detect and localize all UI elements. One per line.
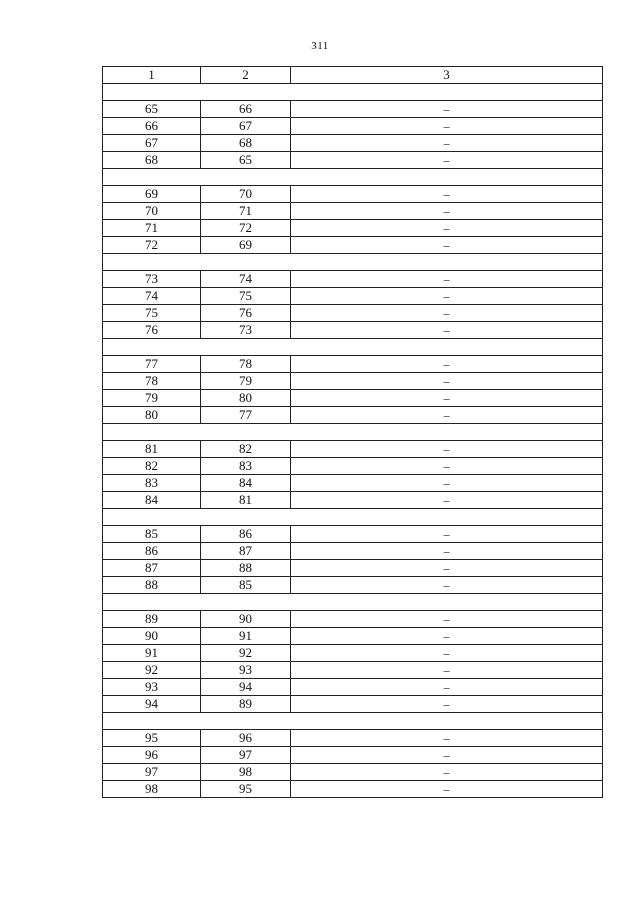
cell-value: 98 bbox=[145, 781, 158, 796]
cell-value: 72 bbox=[145, 237, 158, 252]
cell-value: 96 bbox=[239, 730, 252, 745]
dash-value: – bbox=[443, 731, 450, 745]
dash-cell bbox=[291, 271, 603, 288]
number-cell bbox=[103, 305, 201, 322]
separator-cell bbox=[103, 339, 603, 356]
cell-value: 89 bbox=[239, 696, 252, 711]
dash-cell bbox=[291, 118, 603, 135]
number-cell bbox=[201, 322, 291, 339]
table-row bbox=[103, 407, 603, 424]
cell-value: 84 bbox=[145, 492, 158, 507]
cell-value: 94 bbox=[145, 696, 158, 711]
table-row bbox=[103, 322, 603, 339]
number-cell bbox=[201, 645, 291, 662]
dash-value: – bbox=[443, 680, 450, 694]
number-cell bbox=[201, 101, 291, 118]
dash-value: – bbox=[443, 765, 450, 779]
dash-value: – bbox=[443, 527, 450, 541]
table-row bbox=[103, 305, 603, 322]
group-separator-row bbox=[103, 509, 603, 526]
number-cell bbox=[103, 288, 201, 305]
cell-value: 65 bbox=[145, 101, 158, 116]
number-cell bbox=[103, 390, 201, 407]
cell-value: 74 bbox=[145, 288, 158, 303]
number-cell bbox=[201, 288, 291, 305]
dash-cell bbox=[291, 186, 603, 203]
cell-value: 86 bbox=[239, 526, 252, 541]
dash-value: – bbox=[443, 782, 450, 796]
dash-value: – bbox=[443, 187, 450, 201]
table-row bbox=[103, 152, 603, 169]
cell-value: 87 bbox=[145, 560, 158, 575]
cell-value: 80 bbox=[145, 407, 158, 422]
table-row bbox=[103, 458, 603, 475]
number-cell bbox=[103, 764, 201, 781]
dash-cell bbox=[291, 730, 603, 747]
separator-cell bbox=[103, 169, 603, 186]
dash-cell bbox=[291, 101, 603, 118]
dash-cell bbox=[291, 628, 603, 645]
cell-value: 71 bbox=[239, 203, 252, 218]
cell-value: 92 bbox=[239, 645, 252, 660]
table-row bbox=[103, 543, 603, 560]
table-row bbox=[103, 747, 603, 764]
cell-value: 81 bbox=[145, 441, 158, 456]
table-row bbox=[103, 475, 603, 492]
number-cell bbox=[201, 475, 291, 492]
cell-value: 70 bbox=[239, 186, 252, 201]
dash-value: – bbox=[443, 238, 450, 252]
dash-cell bbox=[291, 220, 603, 237]
cell-value: 75 bbox=[145, 305, 158, 320]
dash-value: – bbox=[443, 153, 450, 167]
cell-value: 83 bbox=[239, 458, 252, 473]
cell-value: 85 bbox=[145, 526, 158, 541]
cell-value: 68 bbox=[239, 135, 252, 150]
cell-value: 88 bbox=[145, 577, 158, 592]
cell-value: 91 bbox=[239, 628, 252, 643]
number-cell bbox=[201, 441, 291, 458]
cell-value: 78 bbox=[145, 373, 158, 388]
table-row bbox=[103, 390, 603, 407]
dash-cell bbox=[291, 764, 603, 781]
table-row bbox=[103, 645, 603, 662]
column-header: 2 bbox=[201, 67, 291, 84]
number-cell bbox=[103, 407, 201, 424]
dash-value: – bbox=[443, 136, 450, 150]
number-cell bbox=[103, 560, 201, 577]
number-cell bbox=[103, 237, 201, 254]
cell-value: 91 bbox=[145, 645, 158, 660]
dash-cell bbox=[291, 526, 603, 543]
cell-value: 87 bbox=[239, 543, 252, 558]
group-separator-row bbox=[103, 713, 603, 730]
number-cell bbox=[103, 322, 201, 339]
dash-cell bbox=[291, 662, 603, 679]
separator-cell bbox=[103, 84, 603, 101]
table-row bbox=[103, 560, 603, 577]
number-cell bbox=[201, 118, 291, 135]
cell-value: 66 bbox=[239, 101, 252, 116]
table-row bbox=[103, 781, 603, 798]
separator-cell bbox=[103, 424, 603, 441]
cell-value: 77 bbox=[239, 407, 252, 422]
number-cell bbox=[103, 679, 201, 696]
table-row bbox=[103, 220, 603, 237]
dash-cell bbox=[291, 611, 603, 628]
table-row bbox=[103, 373, 603, 390]
dash-cell bbox=[291, 543, 603, 560]
number-cell bbox=[201, 543, 291, 560]
dash-cell bbox=[291, 492, 603, 509]
dash-cell bbox=[291, 203, 603, 220]
separator-cell bbox=[103, 254, 603, 271]
cell-value: 73 bbox=[145, 271, 158, 286]
table-row bbox=[103, 135, 603, 152]
dash-cell bbox=[291, 237, 603, 254]
number-cell bbox=[201, 271, 291, 288]
data-table bbox=[102, 66, 603, 798]
group-separator-row bbox=[103, 339, 603, 356]
cell-value: 80 bbox=[239, 390, 252, 405]
number-cell bbox=[103, 781, 201, 798]
table-row bbox=[103, 679, 603, 696]
cell-value: 72 bbox=[239, 220, 252, 235]
cell-value: 84 bbox=[239, 475, 252, 490]
number-cell bbox=[103, 373, 201, 390]
dash-cell bbox=[291, 747, 603, 764]
dash-cell bbox=[291, 645, 603, 662]
number-cell bbox=[103, 747, 201, 764]
number-cell bbox=[201, 305, 291, 322]
dash-value: – bbox=[443, 204, 450, 218]
column-header: 1 bbox=[103, 67, 201, 84]
cell-value: 98 bbox=[239, 764, 252, 779]
cell-value: 93 bbox=[239, 662, 252, 677]
cell-value: 90 bbox=[145, 628, 158, 643]
table-row bbox=[103, 526, 603, 543]
cell-value: 94 bbox=[239, 679, 252, 694]
number-cell bbox=[201, 203, 291, 220]
table-header-row bbox=[103, 67, 603, 84]
number-cell bbox=[201, 611, 291, 628]
cell-value: 76 bbox=[145, 322, 158, 337]
cell-value: 67 bbox=[145, 135, 158, 150]
number-cell bbox=[103, 441, 201, 458]
number-cell bbox=[103, 220, 201, 237]
cell-value: 71 bbox=[145, 220, 158, 235]
cell-value: 69 bbox=[145, 186, 158, 201]
cell-value: 85 bbox=[239, 577, 252, 592]
dash-cell bbox=[291, 679, 603, 696]
number-cell bbox=[103, 118, 201, 135]
cell-value: 92 bbox=[145, 662, 158, 677]
group-separator-row bbox=[103, 169, 603, 186]
dash-value: – bbox=[443, 374, 450, 388]
cell-value: 73 bbox=[239, 322, 252, 337]
number-cell bbox=[103, 152, 201, 169]
dash-value: – bbox=[443, 442, 450, 456]
dash-cell bbox=[291, 560, 603, 577]
dash-value: – bbox=[443, 646, 450, 660]
table-row bbox=[103, 628, 603, 645]
cell-value: 68 bbox=[145, 152, 158, 167]
cell-value: 93 bbox=[145, 679, 158, 694]
cell-value: 96 bbox=[145, 747, 158, 762]
dash-cell bbox=[291, 288, 603, 305]
number-cell bbox=[103, 101, 201, 118]
table-row bbox=[103, 203, 603, 220]
number-cell bbox=[103, 271, 201, 288]
cell-value: 88 bbox=[239, 560, 252, 575]
dash-value: – bbox=[443, 221, 450, 235]
number-cell bbox=[103, 203, 201, 220]
number-cell bbox=[103, 135, 201, 152]
dash-value: – bbox=[443, 697, 450, 711]
cell-value: 76 bbox=[239, 305, 252, 320]
number-cell bbox=[201, 220, 291, 237]
dash-value: – bbox=[443, 272, 450, 286]
dash-value: – bbox=[443, 391, 450, 405]
number-cell bbox=[201, 730, 291, 747]
dash-cell bbox=[291, 135, 603, 152]
table-row bbox=[103, 662, 603, 679]
cell-value: 67 bbox=[239, 118, 252, 133]
dash-value: – bbox=[443, 578, 450, 592]
table-row bbox=[103, 577, 603, 594]
cell-value: 95 bbox=[145, 730, 158, 745]
cell-value: 90 bbox=[239, 611, 252, 626]
table-row bbox=[103, 441, 603, 458]
column-header: 3 bbox=[291, 67, 603, 84]
number-cell bbox=[201, 390, 291, 407]
cell-value: 70 bbox=[145, 203, 158, 218]
number-cell bbox=[201, 152, 291, 169]
group-separator-row bbox=[103, 424, 603, 441]
dash-value: – bbox=[443, 289, 450, 303]
group-separator-row bbox=[103, 84, 603, 101]
cell-value: 77 bbox=[145, 356, 158, 371]
dash-value: – bbox=[443, 544, 450, 558]
number-cell bbox=[103, 611, 201, 628]
table-row bbox=[103, 118, 603, 135]
cell-value: 95 bbox=[239, 781, 252, 796]
table-row bbox=[103, 730, 603, 747]
table-row bbox=[103, 611, 603, 628]
number-cell bbox=[201, 628, 291, 645]
number-cell bbox=[201, 781, 291, 798]
dash-cell bbox=[291, 441, 603, 458]
table-row bbox=[103, 237, 603, 254]
dash-cell bbox=[291, 458, 603, 475]
number-cell bbox=[201, 135, 291, 152]
table-row bbox=[103, 492, 603, 509]
dash-cell bbox=[291, 152, 603, 169]
cell-value: 97 bbox=[239, 747, 252, 762]
dash-cell bbox=[291, 696, 603, 713]
cell-value: 81 bbox=[239, 492, 252, 507]
cell-value: 69 bbox=[239, 237, 252, 252]
table-row bbox=[103, 101, 603, 118]
dash-value: – bbox=[443, 459, 450, 473]
dash-value: – bbox=[443, 357, 450, 371]
number-cell bbox=[103, 543, 201, 560]
dash-value: – bbox=[443, 629, 450, 643]
number-cell bbox=[201, 407, 291, 424]
table-row bbox=[103, 764, 603, 781]
number-cell bbox=[201, 679, 291, 696]
dash-value: – bbox=[443, 663, 450, 677]
cell-value: 66 bbox=[145, 118, 158, 133]
cell-value: 75 bbox=[239, 288, 252, 303]
number-cell bbox=[201, 526, 291, 543]
number-cell bbox=[103, 696, 201, 713]
cell-value: 82 bbox=[239, 441, 252, 456]
dash-cell bbox=[291, 305, 603, 322]
number-cell bbox=[201, 492, 291, 509]
dash-cell bbox=[291, 322, 603, 339]
cell-value: 83 bbox=[145, 475, 158, 490]
number-cell bbox=[201, 186, 291, 203]
dash-cell bbox=[291, 577, 603, 594]
number-cell bbox=[103, 186, 201, 203]
cell-value: 86 bbox=[145, 543, 158, 558]
number-cell bbox=[103, 577, 201, 594]
group-separator-row bbox=[103, 594, 603, 611]
group-separator-row bbox=[103, 254, 603, 271]
number-cell bbox=[103, 475, 201, 492]
cell-value: 82 bbox=[145, 458, 158, 473]
cell-value: 89 bbox=[145, 611, 158, 626]
number-cell bbox=[103, 662, 201, 679]
cell-value: 79 bbox=[239, 373, 252, 388]
dash-value: – bbox=[443, 408, 450, 422]
dash-cell bbox=[291, 781, 603, 798]
page-number: 311 bbox=[311, 40, 329, 52]
table-row bbox=[103, 186, 603, 203]
dash-cell bbox=[291, 475, 603, 492]
dash-value: – bbox=[443, 102, 450, 116]
cell-value: 79 bbox=[145, 390, 158, 405]
number-cell bbox=[201, 577, 291, 594]
number-cell bbox=[103, 356, 201, 373]
cell-value: 65 bbox=[239, 152, 252, 167]
number-cell bbox=[103, 492, 201, 509]
table-row bbox=[103, 271, 603, 288]
dash-cell bbox=[291, 373, 603, 390]
separator-cell bbox=[103, 594, 603, 611]
table-row bbox=[103, 356, 603, 373]
dash-value: – bbox=[443, 612, 450, 626]
separator-cell bbox=[103, 713, 603, 730]
dash-cell bbox=[291, 407, 603, 424]
number-cell bbox=[201, 373, 291, 390]
number-cell bbox=[103, 645, 201, 662]
number-cell bbox=[103, 730, 201, 747]
number-cell bbox=[201, 458, 291, 475]
dash-value: – bbox=[443, 323, 450, 337]
cell-value: 78 bbox=[239, 356, 252, 371]
number-cell bbox=[201, 696, 291, 713]
number-cell bbox=[103, 458, 201, 475]
cell-value: 74 bbox=[239, 271, 252, 286]
dash-value: – bbox=[443, 561, 450, 575]
dash-cell bbox=[291, 390, 603, 407]
dash-cell bbox=[291, 356, 603, 373]
number-cell bbox=[201, 237, 291, 254]
table-row bbox=[103, 696, 603, 713]
number-cell bbox=[201, 560, 291, 577]
number-cell bbox=[201, 747, 291, 764]
table-body bbox=[103, 84, 603, 798]
number-cell bbox=[201, 356, 291, 373]
number-cell bbox=[103, 526, 201, 543]
dash-value: – bbox=[443, 306, 450, 320]
number-cell bbox=[103, 628, 201, 645]
dash-value: – bbox=[443, 476, 450, 490]
number-cell bbox=[201, 662, 291, 679]
cell-value: 97 bbox=[145, 764, 158, 779]
dash-value: – bbox=[443, 493, 450, 507]
number-cell bbox=[201, 764, 291, 781]
table-row bbox=[103, 288, 603, 305]
dash-value: – bbox=[443, 748, 450, 762]
separator-cell bbox=[103, 509, 603, 526]
dash-value: – bbox=[443, 119, 450, 133]
